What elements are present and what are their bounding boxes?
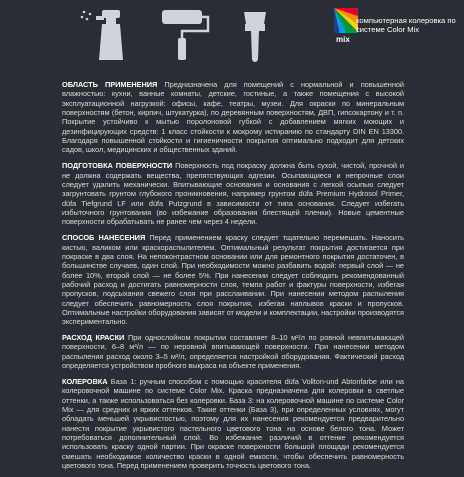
section-title: ПОДГОТОВКА ПОВЕРХНОСТИ [62, 161, 176, 171]
section-title: КОЛЕРОВКА [62, 376, 111, 386]
section-paint-consumption [62, 333, 404, 370]
section-title: СПОСОБ НАНЕСЕНИЯ [62, 233, 150, 243]
tool-icons [62, 4, 302, 64]
section-body: Предназначена для помещений с нормальной и повышенной влажностью: кухни, ванные комнаты, детские, гостиные, а также помещения с высокой эксплуатационной нагрузкой: офисы, кафе, театры, музеи. Для окраски по минеральным поверхностям (бетон, кирпич, штукатурка), по деревянным поверхностям, ДВП, гипсокартону и т. п. Покрытие устойчиво к мытью поролоновой губкой с добавлением мягких моющих и дезинфицирующих средств: 1 класс стойкости к мокрому истиранию по стандарту DIN EN 13300. Благодаря повышенной стойкости и гигиеничности покрытия оптимально подходит для детских садов, школ, медицинских и общественных зданий. [62, 80, 404, 155]
section-tinting [62, 377, 404, 470]
color-mix-logo [334, 6, 464, 62]
header [0, 0, 464, 68]
section-body: При однослойном покрытии составляет 8–10 м²/л по ровной невпитывающей поверхности, 6–8 м²/л — по неровной впитывающей поверхности. При нанесении методом распыления расход около 3–5 м²/л, определяется настройкой оборудования. Фактический расход определяется устройством пробного выкраса на объекте применения. [62, 333, 404, 371]
section-application-method [62, 233, 404, 326]
product-description [62, 80, 404, 477]
section-body: Поверхность под покраску должна быть сухой, чистой, прочной и не должна содержать вещества, препятствующих адгезии. Осыпающиеся и непрочные слои следует удалить механически. Впитывающие основания и основания с легкой осыпью следует загрунтовать грунтом глубокого проникновения, например грунтом düfa Premium Hydrosol Primer, düfa Tiefgrund LF или düfa Putzgrund в зависимости от типа основания. Следует избегать избыточного грунтования (во избежание образования блестящей пленки). Новые цементные поверхности обрабатывать не ранее чем через 4 недели. [62, 161, 405, 227]
section-surface-preparation [62, 161, 404, 226]
paint-brush-icon [244, 12, 266, 62]
section-body: Перед применением краску следует тщательно перемешать. Наносить кистью, валиком или краскораспылителем. Оптимальный результат покрытия достигается при покраске в два слоя. На непоконтрастном основании или для ремонтного покрытия достаточен, в большинстве случаев, один слой. При необходимости можно разбавить водой: первый слой — не более 10%, второй слой — не более 5%. При нанесении следует соблюдать рекомендованный рабочий расход и достигать равномерности слоя, темпа работ и фактуры поверхности, избегая пропусков, подсыхания свежего слоя при расслаивании. При нанесении методом распыления следует обеспечить равномерность слоя покрытия, избегая наплывов краски и пропусков. Оптимальные настройки оборудования зависят от модели и комплектации, настройки производятся экспериментально. [62, 233, 404, 327]
section-application-area [62, 80, 404, 155]
section-body: База 1: ручным способом с помощью красителя düfa Vollton-und Abtonfarbe или на колеровочной машине по системе Color Mix. Краска предназначена для колеровки в светлые оттенки, а также использоваться без колеровки. База 3: на колеровочной машине по системе Color Mix — для средних и ярких оттенков. Такие оттенки (База 3), при определенных условиях, могут обладать меньшей укрывистостью, поэтому для их нанесения рекомендуется предварительно нанести покрытие укрывистого пастельного цветового тона на основе белого тона. Может потребоваться дополнительный слой. Во избежание различий в оттенке рекомендуется использовать краску одной партии. При окраске поверхности большой площади рекомендуется смешать необходимое количество краски в одной емкости, чтобы обеспечить равномерность цветового тона. Перед применением проверить точность цветового тона. [62, 376, 404, 471]
paint-roller-icon [162, 10, 208, 60]
brand-text: компьютерная колеровка по системе Color Mix [356, 16, 456, 34]
spray-bottle-icon [81, 10, 123, 60]
color-mix-badge [334, 8, 358, 44]
section-title: ОБЛАСТЬ ПРИМЕНЕНИЯ [62, 80, 165, 89]
section-title: РАСХОД КРАСКИ [62, 333, 128, 343]
color-mix-badge-text: mix [336, 35, 350, 44]
